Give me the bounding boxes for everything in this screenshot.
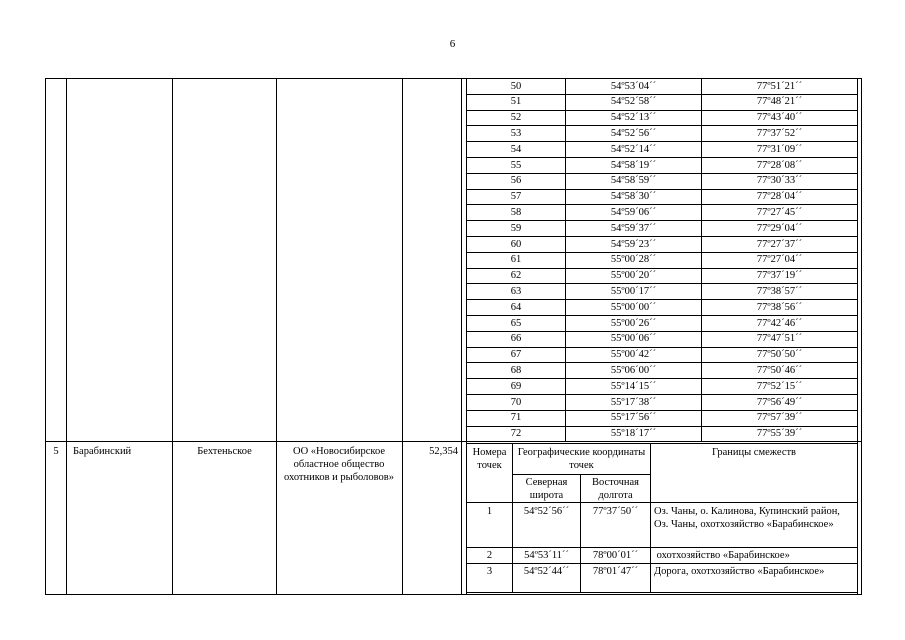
column-divider — [461, 78, 462, 595]
north-latitude: 55º00´06´´ — [610, 333, 657, 344]
column-divider — [650, 443, 651, 593]
east-longitude: 77º37´19´´ — [756, 270, 803, 281]
row-divider — [466, 125, 858, 126]
nested-table-border — [857, 78, 858, 595]
east-longitude: 77º31´09´´ — [756, 144, 803, 155]
east-longitude: 77º56´49´´ — [756, 397, 803, 408]
record-separator — [45, 441, 862, 442]
north-latitude: 55º17´38´´ — [610, 397, 657, 408]
north-latitude: 54º52´13´´ — [610, 112, 657, 123]
subtable-point-number: 2 — [486, 550, 493, 561]
row-divider — [466, 563, 858, 564]
east-longitude: 77º27´45´´ — [756, 207, 803, 218]
row-divider — [466, 362, 858, 363]
header-borders: Границы смежеств — [711, 447, 797, 458]
north-latitude: 54º58´30´´ — [610, 191, 657, 202]
column-divider — [402, 78, 403, 595]
north-latitude: 54º52´14´´ — [610, 144, 657, 155]
table-border — [45, 594, 862, 595]
north-latitude: 55º00´26´´ — [610, 318, 657, 329]
subtable-latitude: 54º52´44´´ — [523, 566, 570, 577]
point-number: 56 — [510, 175, 522, 186]
row-divider — [466, 394, 858, 395]
east-longitude: 77º38´56´´ — [756, 302, 803, 313]
north-latitude: 54º58´59´´ — [610, 175, 657, 186]
row-divider — [466, 220, 858, 221]
row-divider — [466, 141, 858, 142]
east-longitude: 77º28´04´´ — [756, 191, 803, 202]
east-longitude: 77º42´46´´ — [756, 318, 803, 329]
point-number: 57 — [510, 191, 522, 202]
point-number: 58 — [510, 207, 522, 218]
header-point-numbers: Номера точек — [472, 447, 507, 471]
point-number: 71 — [510, 412, 522, 423]
east-longitude: 77º28´08´´ — [756, 160, 803, 171]
point-number: 63 — [510, 286, 522, 297]
point-number: 51 — [510, 96, 522, 107]
north-latitude: 54º58´19´´ — [610, 160, 657, 171]
point-number: 60 — [510, 239, 522, 250]
east-longitude: 77º30´33´´ — [756, 175, 803, 186]
column-divider — [276, 78, 277, 595]
record-separator — [466, 443, 858, 444]
row-divider — [512, 474, 650, 475]
east-longitude: 77º27´04´´ — [756, 254, 803, 265]
table-border — [45, 78, 46, 595]
subtable-borders: охотхозяйство «Барабинское» — [654, 550, 790, 561]
row-divider — [466, 378, 858, 379]
point-number: 70 — [510, 397, 522, 408]
subtable-point-number: 1 — [486, 506, 493, 517]
east-longitude: 77º38´57´´ — [756, 286, 803, 297]
point-number: 55 — [510, 160, 522, 171]
east-longitude: 77º51´21´´ — [756, 81, 803, 92]
table-border — [45, 78, 862, 79]
header-east-longitude: Восточная долгота — [592, 477, 639, 501]
subtable-point-number: 3 — [486, 566, 493, 577]
north-latitude: 55º06´00´´ — [610, 365, 657, 376]
column-divider — [172, 78, 173, 595]
east-longitude: 77º29´04´´ — [756, 223, 803, 234]
north-latitude: 54º59´23´´ — [610, 239, 657, 250]
row-divider — [466, 315, 858, 316]
area-size: 52,354 — [429, 446, 458, 457]
organization-name: ОО «Новосибирское областное общество охотников и рыболовов» — [283, 446, 394, 483]
north-latitude: 55º00´20´´ — [610, 270, 657, 281]
north-latitude: 55º18´17´´ — [610, 428, 657, 439]
point-number: 72 — [510, 428, 522, 439]
north-latitude: 55º17´56´´ — [610, 412, 657, 423]
hunting-area-name: Бехтеньское — [197, 446, 252, 457]
point-number: 61 — [510, 254, 522, 265]
subtable-longitude: 78º00´01´´ — [592, 550, 639, 561]
point-number: 68 — [510, 365, 522, 376]
point-number: 69 — [510, 381, 522, 392]
point-number: 64 — [510, 302, 522, 313]
east-longitude: 77º48´21´´ — [756, 96, 803, 107]
subtable-longitude: 77º37´50´´ — [592, 506, 639, 517]
district-name: Барабинский — [73, 446, 132, 457]
subtable-latitude: 54º52´56´´ — [523, 506, 570, 517]
east-longitude: 77º55´39´´ — [756, 428, 803, 439]
record-index: 5 — [53, 446, 59, 457]
header-north-latitude: Северная широта — [525, 477, 568, 501]
east-longitude: 77º27´37´´ — [756, 239, 803, 250]
east-longitude: 77º57´39´´ — [756, 412, 803, 423]
subtable-longitude: 78º01´47´´ — [592, 566, 639, 577]
nested-table-border — [466, 592, 858, 593]
row-divider — [466, 502, 858, 503]
point-number: 54 — [510, 144, 522, 155]
point-number: 50 — [510, 81, 522, 92]
point-number: 66 — [510, 333, 522, 344]
east-longitude: 77º37´52´´ — [756, 128, 803, 139]
row-divider — [466, 547, 858, 548]
east-longitude: 77º52´15´´ — [756, 381, 803, 392]
point-number: 65 — [510, 318, 522, 329]
row-divider — [466, 283, 858, 284]
north-latitude: 54º59´37´´ — [610, 223, 657, 234]
column-divider — [66, 78, 67, 595]
page-number: 6 — [449, 38, 456, 50]
north-latitude: 54º52´56´´ — [610, 128, 657, 139]
north-latitude: 54º53´04´´ — [610, 81, 657, 92]
point-number: 52 — [510, 112, 522, 123]
north-latitude: 54º59´06´´ — [610, 207, 657, 218]
north-latitude: 55º14´15´´ — [610, 381, 657, 392]
header-geo-coordinates: Географические координаты точек — [517, 447, 646, 471]
point-number: 67 — [510, 349, 522, 360]
subtable-borders: Оз. Чаны, о. Калинова, Купинский район, Оз. Чаны, охотхозяйство «Барабинское» — [654, 506, 840, 530]
subtable-borders: Дорога, охотхозяйство «Барабинское» — [654, 566, 825, 577]
north-latitude: 55º00´00´´ — [610, 302, 657, 313]
row-divider — [466, 157, 858, 158]
east-longitude: 77º50´46´´ — [756, 365, 803, 376]
north-latitude: 55º00´42´´ — [610, 349, 657, 360]
row-divider — [466, 299, 858, 300]
east-longitude: 77º50´50´´ — [756, 349, 803, 360]
east-longitude: 77º43´40´´ — [756, 112, 803, 123]
east-longitude: 77º47´51´´ — [756, 333, 803, 344]
north-latitude: 55º00´28´´ — [610, 254, 657, 265]
row-divider — [466, 204, 858, 205]
north-latitude: 55º00´17´´ — [610, 286, 657, 297]
subtable-latitude: 54º53´11´´ — [524, 550, 569, 561]
table-border — [861, 78, 862, 595]
north-latitude: 54º52´58´´ — [610, 96, 657, 107]
row-divider — [466, 236, 858, 237]
point-number: 59 — [510, 223, 522, 234]
point-number: 62 — [510, 270, 522, 281]
point-number: 53 — [510, 128, 522, 139]
